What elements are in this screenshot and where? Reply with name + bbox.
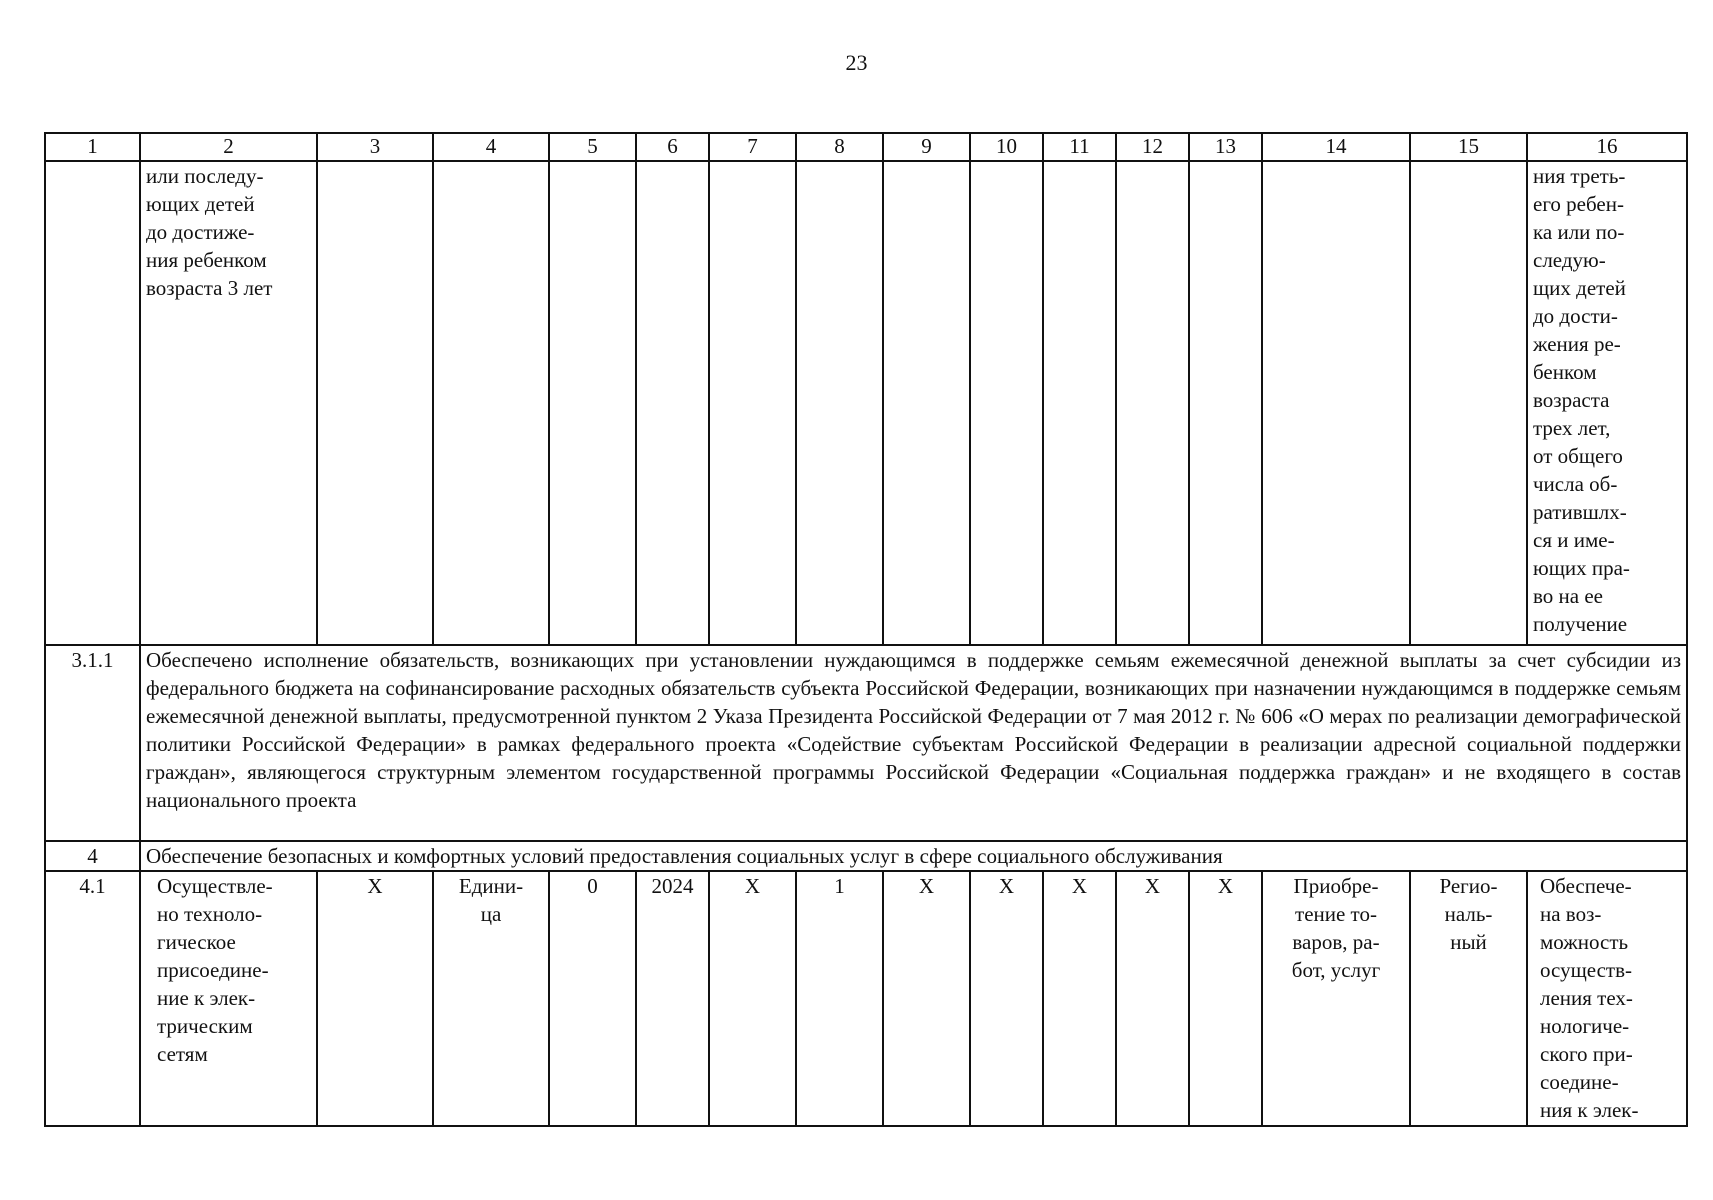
- table-row-continuation: [45, 161, 1687, 645]
- cell-value: Х: [1116, 871, 1189, 1126]
- cell-indicator-description: ния треть- его ребен- ка или по- следую- щих детей до дости- жения ре- бенком возраста трех лет, от общего числа об- ратившлх- ся и име- ющих пра- во на ее получение: [1527, 161, 1687, 645]
- cell: [317, 161, 433, 645]
- column-number: 2: [140, 133, 317, 161]
- row-section-title: Обеспечение безопасных и комфортных условий предоставления социальных услуг в сфере социального обслуживания: [140, 841, 1687, 871]
- cell-year: 2024: [636, 871, 709, 1126]
- cell: [1189, 161, 1262, 645]
- cell-value: Х: [709, 871, 796, 1126]
- column-number: 7: [709, 133, 796, 161]
- column-number: 12: [1116, 133, 1189, 161]
- column-number: 8: [796, 133, 883, 161]
- cell: [1410, 161, 1527, 645]
- cell: [549, 161, 636, 645]
- row-number: 4.1: [45, 871, 140, 1126]
- column-number: 13: [1189, 133, 1262, 161]
- column-number: 1: [45, 133, 140, 161]
- cell-indicator-name: или последу- ющих детей до достиже- ния ребенком возраста 3 лет: [140, 161, 317, 645]
- table-row-4-1: [45, 871, 1687, 1126]
- cell: [1262, 161, 1410, 645]
- column-number: 16: [1527, 133, 1687, 161]
- column-number: 10: [970, 133, 1043, 161]
- cell-type: Приобре- тение то- варов, ра- бот, услуг: [1262, 871, 1410, 1126]
- cell: [1116, 161, 1189, 645]
- cell: [709, 161, 796, 645]
- cell-unit: Едини- ца: [433, 871, 549, 1126]
- column-number: 4: [433, 133, 549, 161]
- cell: [636, 161, 709, 645]
- row-number: 3.1.1: [45, 645, 140, 841]
- column-number: 6: [636, 133, 709, 161]
- cell-value: Х: [1189, 871, 1262, 1126]
- table-row-3-1-1: [45, 645, 1687, 841]
- column-number: 3: [317, 133, 433, 161]
- cell: [45, 161, 140, 645]
- cell: [883, 161, 970, 645]
- cell: [1043, 161, 1116, 645]
- cell-value: Х: [970, 871, 1043, 1126]
- column-number-row: [45, 133, 1687, 161]
- cell-indicator-description: Обеспече- на воз- можность осуществ- ления тех- нологиче- ского при- соедине- ния к элек-: [1527, 871, 1687, 1126]
- cell-indicator-name: Осуществле- но техноло- гическое присоедине- ние к элек- трическим сетям: [140, 871, 317, 1126]
- cell-level: Регио- наль- ный: [1410, 871, 1527, 1126]
- cell: [970, 161, 1043, 645]
- cell-value: Х: [317, 871, 433, 1126]
- page-number: 23: [845, 50, 868, 75]
- row-task-text: Обеспечено исполнение обязательств, возникающих при установлении нуждающимся в поддержке семьям ежемесячной денежной выплаты за счет субсидии из федерального бюджета на софинансирование расходных обязательств субъекта Российской Федерации, возникающих при назначении нуждающимся в поддержке семьям ежемесячной денежной выплаты, предусмотренной пунктом 2 Указа Президента Российской Федерации от 7 мая 2012 г. № 606 «О мерах по реализации демографической политики Российской Федерации» в рамках федерального проекта «Содействие субъектам Российской Федерации в реализации адресной социальной поддержки граждан», являющегося структурным элементом государственной программы Российской Федерации «Социальная поддержка граждан» и не входящего в состав национального проекта: [140, 645, 1687, 841]
- cell-value: Х: [1043, 871, 1116, 1126]
- document-table: [44, 132, 1688, 1127]
- cell-value: 1: [796, 871, 883, 1126]
- column-number: 11: [1043, 133, 1116, 161]
- cell-value: Х: [883, 871, 970, 1126]
- table-row-4: [45, 841, 1687, 871]
- cell: [433, 161, 549, 645]
- column-number: 9: [883, 133, 970, 161]
- column-number: 14: [1262, 133, 1410, 161]
- row-number: 4: [45, 841, 140, 871]
- cell: [796, 161, 883, 645]
- column-number: 15: [1410, 133, 1527, 161]
- column-number: 5: [549, 133, 636, 161]
- cell-value: 0: [549, 871, 636, 1126]
